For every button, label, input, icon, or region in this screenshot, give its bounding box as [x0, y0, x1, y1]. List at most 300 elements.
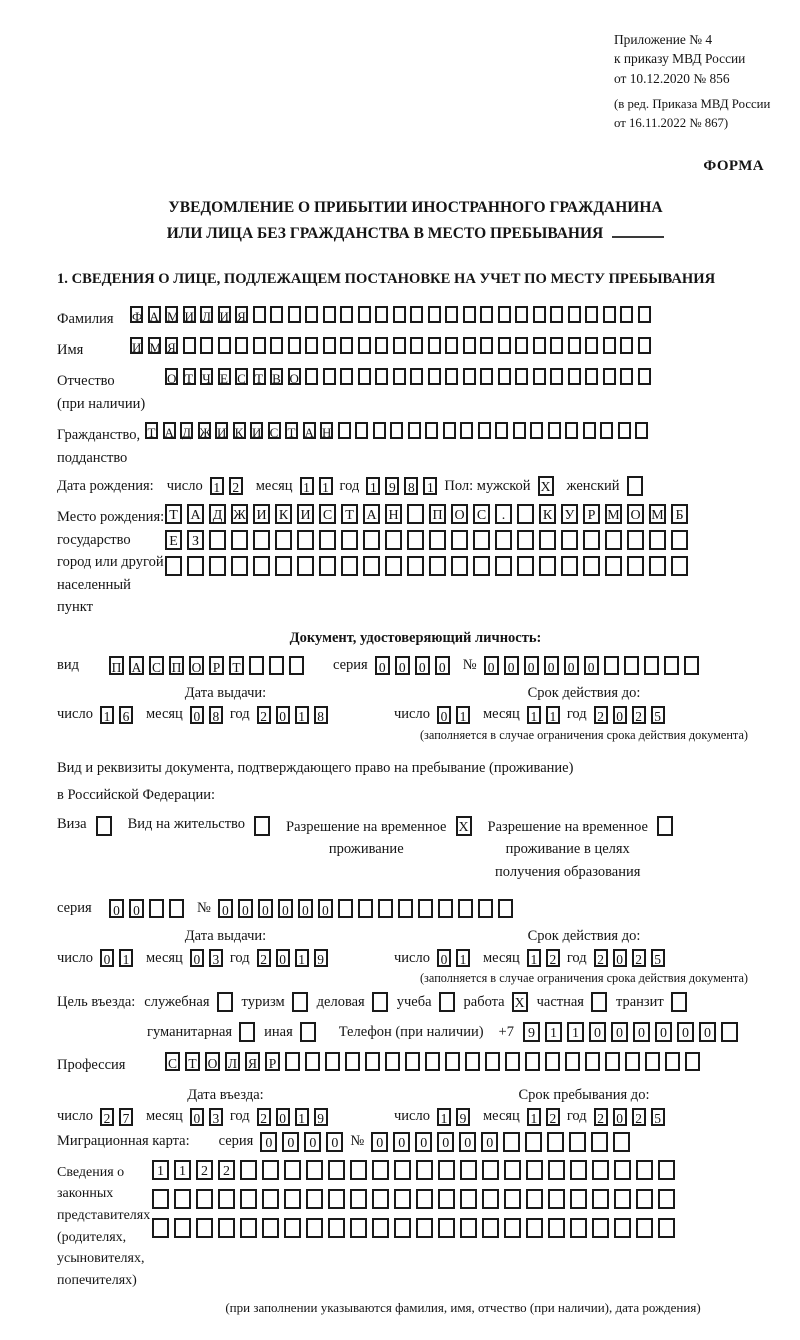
form-cell[interactable] — [416, 1218, 433, 1238]
form-cell[interactable] — [526, 1218, 543, 1238]
form-cell[interactable]: 0 — [524, 656, 539, 675]
form-cell[interactable]: X — [512, 992, 528, 1012]
form-cell[interactable] — [300, 1022, 316, 1042]
form-cell[interactable] — [297, 530, 314, 550]
form-cell[interactable] — [407, 504, 424, 524]
form-cell[interactable]: 1 — [100, 706, 114, 724]
form-cell[interactable] — [463, 306, 476, 323]
form-cell[interactable] — [350, 1218, 367, 1238]
form-cell[interactable]: Н — [385, 504, 402, 524]
form-cell[interactable] — [533, 368, 546, 385]
form-cell[interactable]: 1 — [295, 706, 309, 724]
form-cell[interactable]: 5 — [651, 949, 665, 967]
form-cell[interactable] — [605, 530, 622, 550]
form-cell[interactable] — [249, 656, 264, 675]
form-cell[interactable] — [513, 422, 526, 439]
form-cell[interactable]: 0 — [564, 656, 579, 675]
form-cell[interactable]: 0 — [484, 656, 499, 675]
form-cell[interactable] — [473, 530, 490, 550]
form-cell[interactable]: А — [129, 656, 144, 675]
form-cell[interactable] — [568, 306, 581, 323]
form-cell[interactable] — [480, 306, 493, 323]
form-cell[interactable]: О — [189, 656, 204, 675]
form-cell[interactable] — [408, 422, 421, 439]
form-cell[interactable] — [495, 422, 508, 439]
form-cell[interactable] — [218, 337, 231, 354]
form-cell[interactable]: П — [169, 656, 184, 675]
form-cell[interactable]: 2 — [100, 1108, 114, 1126]
form-cell[interactable] — [482, 1189, 499, 1209]
form-cell[interactable]: 1 — [545, 1022, 562, 1042]
form-cell[interactable] — [275, 530, 292, 550]
form-cell[interactable] — [498, 899, 513, 918]
form-cell[interactable] — [285, 1052, 300, 1071]
form-cell[interactable] — [517, 556, 534, 576]
form-cell[interactable]: 0 — [613, 1108, 627, 1126]
form-cell[interactable]: 0 — [584, 656, 599, 675]
form-cell[interactable] — [289, 656, 304, 675]
form-cell[interactable] — [485, 1052, 500, 1071]
form-cell[interactable]: 0 — [258, 899, 273, 918]
form-cell[interactable]: Е — [165, 530, 182, 550]
form-cell[interactable]: М — [165, 306, 178, 323]
form-cell[interactable] — [614, 1189, 631, 1209]
form-cell[interactable] — [624, 656, 639, 675]
form-cell[interactable]: А — [163, 422, 176, 439]
form-cell[interactable] — [592, 1218, 609, 1238]
form-cell[interactable] — [458, 899, 473, 918]
form-cell[interactable]: 0 — [129, 899, 144, 918]
form-cell[interactable] — [340, 337, 353, 354]
form-cell[interactable] — [165, 556, 182, 576]
form-cell[interactable]: Я — [235, 306, 248, 323]
form-cell[interactable] — [603, 306, 616, 323]
form-cell[interactable]: П — [429, 504, 446, 524]
form-cell[interactable] — [561, 530, 578, 550]
form-cell[interactable] — [585, 368, 598, 385]
form-cell[interactable] — [410, 337, 423, 354]
form-cell[interactable]: 1 — [174, 1160, 191, 1180]
form-cell[interactable]: И — [130, 337, 143, 354]
form-cell[interactable]: У — [561, 504, 578, 524]
form-cell[interactable] — [583, 530, 600, 550]
form-cell[interactable] — [338, 899, 353, 918]
form-cell[interactable]: С — [268, 422, 281, 439]
form-cell[interactable] — [721, 1022, 738, 1042]
form-cell[interactable] — [545, 1052, 560, 1071]
form-cell[interactable] — [600, 422, 613, 439]
form-cell[interactable]: 0 — [611, 1022, 628, 1042]
form-cell[interactable]: 2 — [546, 949, 560, 967]
form-cell[interactable]: 0 — [435, 656, 450, 675]
form-cell[interactable]: О — [288, 368, 301, 385]
form-cell[interactable] — [209, 556, 226, 576]
form-cell[interactable]: Я — [165, 337, 178, 354]
form-cell[interactable] — [445, 368, 458, 385]
form-cell[interactable] — [407, 556, 424, 576]
form-cell[interactable]: 0 — [633, 1022, 650, 1042]
form-cell[interactable] — [460, 422, 473, 439]
form-cell[interactable] — [438, 1218, 455, 1238]
form-cell[interactable]: 8 — [209, 706, 223, 724]
form-cell[interactable]: X — [456, 816, 472, 836]
form-cell[interactable] — [341, 530, 358, 550]
form-cell[interactable] — [350, 1189, 367, 1209]
form-cell[interactable]: Р — [583, 504, 600, 524]
form-cell[interactable]: 2 — [229, 477, 243, 495]
form-cell[interactable]: 5 — [651, 706, 665, 724]
form-cell[interactable] — [325, 1052, 340, 1071]
form-cell[interactable] — [636, 1218, 653, 1238]
form-cell[interactable] — [627, 530, 644, 550]
form-cell[interactable] — [174, 1189, 191, 1209]
form-cell[interactable]: 2 — [257, 949, 271, 967]
form-cell[interactable]: 1 — [527, 706, 541, 724]
form-cell[interactable] — [539, 530, 556, 550]
form-cell[interactable]: 6 — [119, 706, 133, 724]
form-cell[interactable] — [373, 422, 386, 439]
form-cell[interactable] — [363, 556, 380, 576]
form-cell[interactable] — [231, 530, 248, 550]
form-cell[interactable] — [568, 368, 581, 385]
form-cell[interactable]: О — [205, 1052, 220, 1071]
form-cell[interactable] — [169, 899, 184, 918]
form-cell[interactable]: 1 — [152, 1160, 169, 1180]
form-cell[interactable] — [517, 530, 534, 550]
form-cell[interactable] — [482, 1218, 499, 1238]
form-cell[interactable] — [393, 306, 406, 323]
form-cell[interactable]: 0 — [282, 1132, 299, 1152]
form-cell[interactable]: Т — [229, 656, 244, 675]
form-cell[interactable]: 0 — [190, 949, 204, 967]
form-cell[interactable] — [217, 992, 233, 1012]
form-cell[interactable] — [218, 1218, 235, 1238]
form-cell[interactable] — [385, 1052, 400, 1071]
form-cell[interactable] — [390, 422, 403, 439]
form-cell[interactable] — [515, 368, 528, 385]
form-cell[interactable]: О — [451, 504, 468, 524]
form-cell[interactable]: 7 — [119, 1108, 133, 1126]
form-cell[interactable]: 0 — [699, 1022, 716, 1042]
form-cell[interactable] — [568, 337, 581, 354]
form-cell[interactable] — [603, 337, 616, 354]
form-cell[interactable] — [605, 1052, 620, 1071]
form-cell[interactable]: 0 — [276, 949, 290, 967]
form-cell[interactable] — [603, 368, 616, 385]
form-cell[interactable] — [504, 1189, 521, 1209]
form-cell[interactable] — [445, 1052, 460, 1071]
form-cell[interactable]: 2 — [594, 1108, 608, 1126]
form-cell[interactable] — [547, 1132, 564, 1152]
form-cell[interactable] — [292, 992, 308, 1012]
form-cell[interactable] — [319, 556, 336, 576]
form-cell[interactable]: 0 — [393, 1132, 410, 1152]
form-cell[interactable] — [498, 337, 511, 354]
form-cell[interactable]: С — [319, 504, 336, 524]
form-cell[interactable]: Т — [341, 504, 358, 524]
form-cell[interactable] — [515, 337, 528, 354]
form-cell[interactable] — [684, 656, 699, 675]
form-cell[interactable] — [328, 1218, 345, 1238]
form-cell[interactable] — [561, 556, 578, 576]
form-cell[interactable]: 0 — [613, 706, 627, 724]
form-cell[interactable] — [428, 306, 441, 323]
form-cell[interactable]: 0 — [238, 899, 253, 918]
form-cell[interactable] — [372, 1218, 389, 1238]
form-cell[interactable] — [638, 306, 651, 323]
form-cell[interactable] — [378, 899, 393, 918]
form-cell[interactable] — [591, 1132, 608, 1152]
form-cell[interactable] — [405, 1052, 420, 1071]
form-cell[interactable] — [439, 992, 455, 1012]
form-cell[interactable]: 0 — [304, 1132, 321, 1152]
form-cell[interactable]: И — [250, 422, 263, 439]
form-cell[interactable] — [365, 1052, 380, 1071]
form-cell[interactable]: 8 — [404, 477, 418, 495]
form-cell[interactable]: П — [109, 656, 124, 675]
form-cell[interactable] — [533, 306, 546, 323]
form-cell[interactable] — [269, 656, 284, 675]
form-cell[interactable]: 2 — [257, 1108, 271, 1126]
form-cell[interactable]: 0 — [437, 1132, 454, 1152]
form-cell[interactable]: 1 — [319, 477, 333, 495]
form-cell[interactable]: Л — [225, 1052, 240, 1071]
form-cell[interactable]: И — [215, 422, 228, 439]
form-cell[interactable]: 1 — [437, 1108, 451, 1126]
form-cell[interactable] — [410, 306, 423, 323]
form-cell[interactable]: 0 — [371, 1132, 388, 1152]
form-cell[interactable] — [429, 530, 446, 550]
form-cell[interactable] — [671, 556, 688, 576]
form-cell[interactable]: 0 — [504, 656, 519, 675]
form-cell[interactable]: . — [495, 504, 512, 524]
form-cell[interactable]: С — [235, 368, 248, 385]
form-cell[interactable] — [515, 306, 528, 323]
form-cell[interactable] — [358, 337, 371, 354]
form-cell[interactable] — [375, 306, 388, 323]
form-cell[interactable] — [323, 306, 336, 323]
form-cell[interactable] — [451, 530, 468, 550]
form-cell[interactable] — [270, 337, 283, 354]
form-cell[interactable]: 0 — [190, 706, 204, 724]
form-cell[interactable]: 2 — [546, 1108, 560, 1126]
form-cell[interactable] — [385, 556, 402, 576]
form-cell[interactable]: А — [303, 422, 316, 439]
form-cell[interactable]: 5 — [651, 1108, 665, 1126]
form-cell[interactable]: 1 — [567, 1022, 584, 1042]
form-cell[interactable] — [583, 556, 600, 576]
form-cell[interactable]: Ф — [130, 306, 143, 323]
form-cell[interactable]: Р — [209, 656, 224, 675]
form-cell[interactable] — [503, 1132, 520, 1152]
form-cell[interactable] — [253, 556, 270, 576]
form-cell[interactable]: 9 — [314, 1108, 328, 1126]
form-cell[interactable] — [465, 1052, 480, 1071]
form-cell[interactable] — [200, 337, 213, 354]
form-cell[interactable]: Д — [209, 504, 226, 524]
form-cell[interactable] — [605, 556, 622, 576]
form-cell[interactable] — [548, 1189, 565, 1209]
form-cell[interactable] — [196, 1189, 213, 1209]
form-cell[interactable] — [649, 556, 666, 576]
form-cell[interactable] — [149, 899, 164, 918]
form-cell[interactable] — [550, 306, 563, 323]
form-cell[interactable] — [398, 899, 413, 918]
form-cell[interactable]: З — [187, 530, 204, 550]
form-cell[interactable]: 1 — [456, 949, 470, 967]
form-cell[interactable] — [550, 337, 563, 354]
form-cell[interactable] — [627, 476, 643, 496]
form-cell[interactable]: Т — [145, 422, 158, 439]
form-cell[interactable]: X — [538, 476, 554, 496]
form-cell[interactable] — [410, 368, 423, 385]
form-cell[interactable] — [262, 1189, 279, 1209]
form-cell[interactable]: Т — [183, 368, 196, 385]
form-cell[interactable] — [638, 368, 651, 385]
form-cell[interactable] — [306, 1218, 323, 1238]
form-cell[interactable] — [288, 337, 301, 354]
form-cell[interactable] — [253, 337, 266, 354]
form-cell[interactable] — [429, 556, 446, 576]
form-cell[interactable] — [685, 1052, 700, 1071]
form-cell[interactable] — [297, 556, 314, 576]
form-cell[interactable] — [385, 530, 402, 550]
form-cell[interactable] — [671, 530, 688, 550]
form-cell[interactable] — [305, 337, 318, 354]
form-cell[interactable] — [372, 1189, 389, 1209]
form-cell[interactable] — [671, 992, 687, 1012]
form-cell[interactable]: 0 — [395, 656, 410, 675]
form-cell[interactable]: 2 — [632, 706, 646, 724]
form-cell[interactable]: 1 — [527, 949, 541, 967]
form-cell[interactable]: 0 — [415, 656, 430, 675]
form-cell[interactable]: А — [148, 306, 161, 323]
form-cell[interactable] — [262, 1218, 279, 1238]
form-cell[interactable]: О — [165, 368, 178, 385]
form-cell[interactable] — [340, 306, 353, 323]
form-cell[interactable]: 2 — [632, 1108, 646, 1126]
form-cell[interactable]: 0 — [298, 899, 313, 918]
form-cell[interactable] — [495, 530, 512, 550]
form-cell[interactable]: Д — [180, 422, 193, 439]
form-cell[interactable]: Ч — [200, 368, 213, 385]
form-cell[interactable] — [152, 1189, 169, 1209]
form-cell[interactable]: 0 — [613, 949, 627, 967]
form-cell[interactable]: 1 — [366, 477, 380, 495]
form-cell[interactable] — [443, 422, 456, 439]
form-cell[interactable]: А — [363, 504, 380, 524]
form-cell[interactable] — [463, 368, 476, 385]
form-cell[interactable] — [358, 306, 371, 323]
form-cell[interactable]: 1 — [423, 477, 437, 495]
form-cell[interactable] — [394, 1189, 411, 1209]
form-cell[interactable]: 9 — [456, 1108, 470, 1126]
form-cell[interactable] — [253, 530, 270, 550]
form-cell[interactable] — [644, 656, 659, 675]
form-cell[interactable] — [591, 992, 607, 1012]
form-cell[interactable] — [525, 1132, 542, 1152]
form-cell[interactable] — [363, 530, 380, 550]
form-cell[interactable] — [358, 899, 373, 918]
form-cell[interactable] — [585, 306, 598, 323]
form-cell[interactable] — [460, 1189, 477, 1209]
form-cell[interactable]: 0 — [589, 1022, 606, 1042]
form-cell[interactable] — [570, 1218, 587, 1238]
form-cell[interactable] — [451, 556, 468, 576]
form-cell[interactable] — [284, 1218, 301, 1238]
form-cell[interactable] — [636, 1189, 653, 1209]
form-cell[interactable]: О — [627, 504, 644, 524]
form-cell[interactable] — [638, 337, 651, 354]
form-cell[interactable] — [460, 1218, 477, 1238]
form-cell[interactable] — [425, 422, 438, 439]
form-cell[interactable]: Я — [245, 1052, 260, 1071]
form-cell[interactable]: 2 — [257, 706, 271, 724]
form-cell[interactable] — [152, 1218, 169, 1238]
form-cell[interactable] — [418, 899, 433, 918]
form-cell[interactable]: Т — [253, 368, 266, 385]
form-cell[interactable] — [183, 337, 196, 354]
form-cell[interactable]: 0 — [260, 1132, 277, 1152]
form-cell[interactable]: Р — [265, 1052, 280, 1071]
form-cell[interactable] — [375, 337, 388, 354]
form-cell[interactable] — [305, 368, 318, 385]
form-cell[interactable]: 0 — [544, 656, 559, 675]
form-cell[interactable] — [338, 422, 351, 439]
form-cell[interactable] — [445, 306, 458, 323]
form-cell[interactable] — [504, 1218, 521, 1238]
form-cell[interactable] — [306, 1189, 323, 1209]
form-cell[interactable] — [394, 1218, 411, 1238]
form-cell[interactable] — [645, 1052, 660, 1071]
form-cell[interactable]: 0 — [677, 1022, 694, 1042]
form-cell[interactable] — [323, 337, 336, 354]
form-cell[interactable]: 0 — [437, 949, 451, 967]
form-cell[interactable]: 0 — [278, 899, 293, 918]
form-cell[interactable] — [231, 556, 248, 576]
form-cell[interactable]: 1 — [210, 477, 224, 495]
form-cell[interactable] — [345, 1052, 360, 1071]
form-cell[interactable] — [428, 368, 441, 385]
form-cell[interactable] — [284, 1189, 301, 1209]
form-cell[interactable] — [569, 1132, 586, 1152]
form-cell[interactable]: 2 — [218, 1160, 235, 1180]
form-cell[interactable] — [270, 306, 283, 323]
form-cell[interactable]: 1 — [119, 949, 133, 967]
form-cell[interactable]: 0 — [415, 1132, 432, 1152]
form-cell[interactable]: 0 — [100, 949, 114, 967]
form-cell[interactable]: 0 — [655, 1022, 672, 1042]
form-cell[interactable] — [218, 1189, 235, 1209]
form-cell[interactable] — [498, 368, 511, 385]
form-cell[interactable] — [358, 368, 371, 385]
form-cell[interactable] — [393, 337, 406, 354]
form-cell[interactable]: 2 — [632, 949, 646, 967]
form-cell[interactable]: 1 — [527, 1108, 541, 1126]
form-cell[interactable]: И — [183, 306, 196, 323]
form-cell[interactable]: Б — [671, 504, 688, 524]
form-cell[interactable] — [445, 337, 458, 354]
form-cell[interactable] — [478, 422, 491, 439]
form-cell[interactable]: 2 — [594, 949, 608, 967]
form-cell[interactable] — [505, 1052, 520, 1071]
form-cell[interactable]: 2 — [196, 1160, 213, 1180]
form-cell[interactable] — [585, 1052, 600, 1071]
form-cell[interactable] — [323, 368, 336, 385]
form-cell[interactable]: 9 — [314, 949, 328, 967]
form-cell[interactable]: С — [473, 504, 490, 524]
form-cell[interactable] — [393, 368, 406, 385]
